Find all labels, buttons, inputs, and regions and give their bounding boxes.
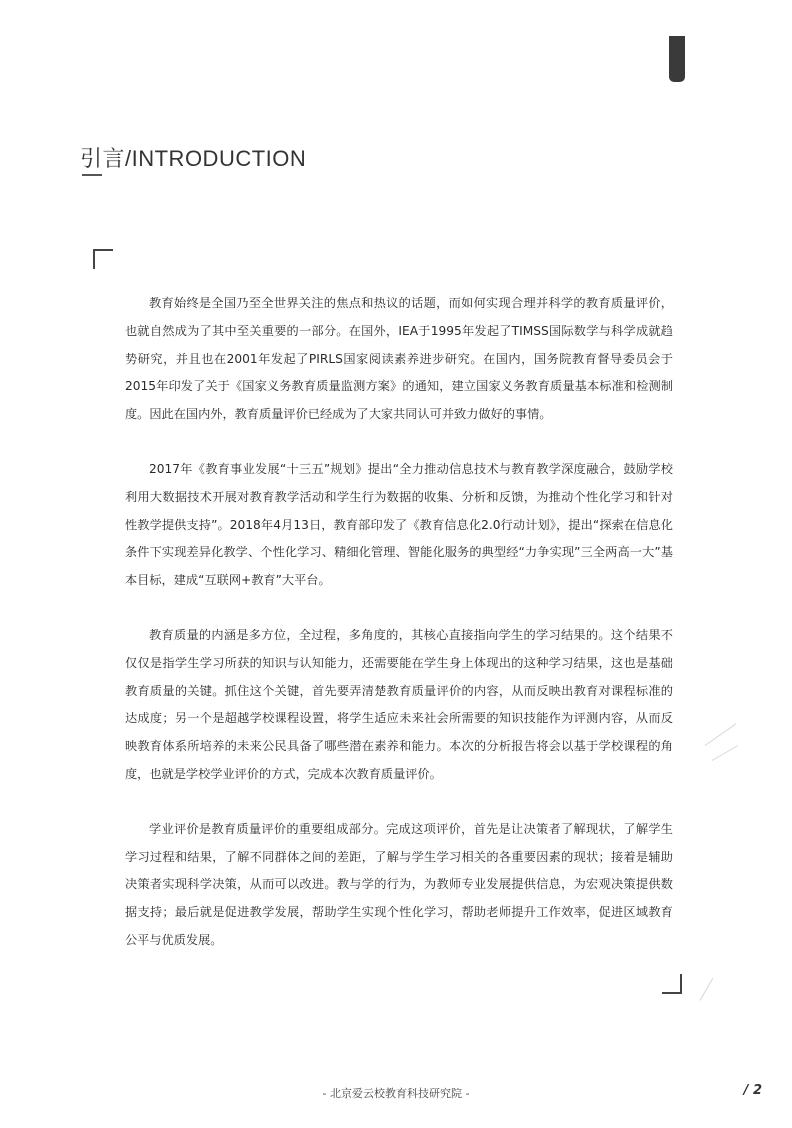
page-tab-marker — [669, 36, 685, 82]
paragraph-3: 教育质量的内涵是多方位，全过程，多角度的，其核心直接指向学生的学习结果的。这个结果不仅仅是指学生学习所获的知识与认知能力，还需要能在学生身上体现出的这种学习结果，这也是基础教育质量的关键。抓住这个关键，首先要弄清楚教育质量评价的内容，从而反映出教育对课程标准的达成度；另一个是超越学校课程设置，将学生适应未来社会所需要的知识技能作为评测内容，从而反映教育体系所培养的未来公民具备了哪些潜在素养和能力。本次的分析报告将会以基于学校课程的角度，也就是学校学业评价的方式，完成本次教育质量评价。 — [125, 627, 673, 781]
section-title: 引言/INTRODUCTION — [80, 146, 307, 171]
corner-bracket-top-left — [93, 249, 113, 269]
scan-mark — [705, 723, 737, 746]
title-underline — [82, 174, 102, 176]
footer-organization: - 北京爱云校教育科技研究院 - — [322, 1087, 470, 1100]
paragraph-2: 2017年《教育事业发展“十三五”规划》提出“全力推动信息技术与教育教学深度融合，鼓励学校利用大数据技术开展对教育教学活动和学生行为数据的收集、分析和反馈，为推动个性化学习和针对性教学提供支持”。2018年4月13日，教育部印发了《教育信息化2.0行动计划》，提出“探索在信息化条件下实现差异化教学、个性化学习、精细化管理、智能化服务的典型经“力争实现”三全两高一大”基本目标，建成“互联网+教育”大平台。 — [125, 461, 673, 588]
introduction-body — [125, 290, 673, 982]
scan-mark — [712, 745, 738, 761]
paragraph-1: 教育始终是全国乃至全世界关注的焦点和热议的话题，而如何实现合理并科学的教育质量评价，也就自然成为了其中至关重要的一部分。在国外，IEA于1995年发起了TIMSS国际数学与科学成就趋势研究，并且也在2001年发起了PIRLS国家阅读素养进步研究。在国内，国务院教育督导委员会于2015年印发了关于《国家义务教育质量监测方案》的通知，建立国家义务教育质量基本标准和检测制度。因此在国内外，教育质量评价已经成为了大家共同认可并致力做好的事情。 — [125, 296, 673, 422]
page-number: / 2 — [743, 1083, 762, 1098]
paragraph-4: 学业评价是教育质量评价的重要组成部分。完成这项评价，首先是让决策者了解现状，了解学生学习过程和结果，了解不同群体之间的差距，了解与学生学习相关的各重要因素的现状；接着是辅助决策者实现科学决策，从而可以改进。教与学的行为，为教师专业发展提供信息，为宏观决策提供数据支持；最后就是促进教学发展，帮助学生实现个性化学习，帮助老师提升工作效率，促进区域教育公平与优质发展。 — [125, 821, 673, 947]
scan-mark — [700, 978, 714, 1001]
corner-bracket-bottom-right — [662, 974, 682, 994]
